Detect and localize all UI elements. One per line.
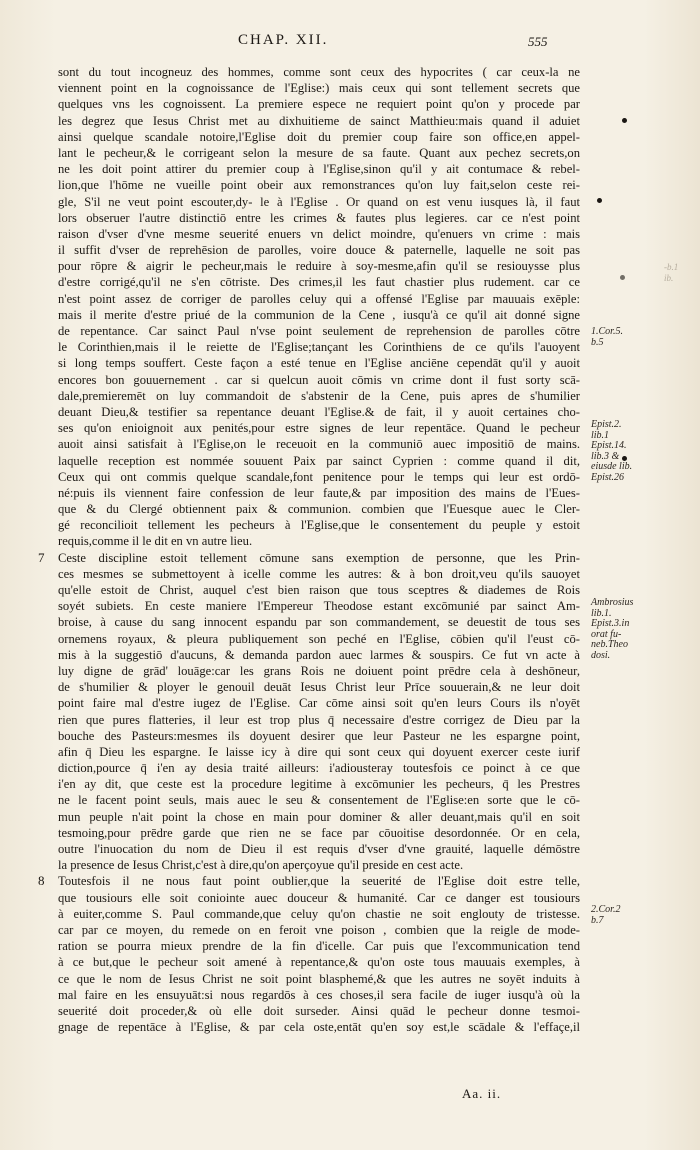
text-line: d'estre corrigé,qu'il ne s'en cōtriste. Des crimes,il les faut chastier plus rudement. car ce — [58, 275, 580, 290]
text-line: la presence de Iesus Christ,c'est à dire,qu'on aperçoyue qu'il preside en cest acte. — [58, 858, 464, 873]
margin-reference — [591, 598, 633, 661]
margin-reference-line: dosi. — [591, 649, 611, 661]
text-line: auoit ainsi satisfait à l'Eglise,on le receuoit en la communiō auec impositiō de mains. — [58, 437, 580, 452]
text-line: ne le facent point seuls, mais auec le seu & consentement de l'Eglise:en sorte que le cō- — [58, 793, 580, 808]
text-line: tesmoing,pour prēdre garde que rien ne se face par cōuoitise desordonnée. Or en cela, — [58, 825, 580, 840]
text-line: mis à la suggestiō d'aucuns, & demanda pardon auec larmes & souspirs. Ce fut vn acte à — [58, 647, 580, 662]
margin-dot-mark — [622, 118, 627, 123]
text-line: outre l'inuocation du nom de Dieu il est requis d'vser d'vne grauité, laquelle démōstre — [58, 842, 580, 856]
text-line: encores bon gouuernement . car si quelcun auoit cōmis vn crime dont il fust sorty scā- — [58, 372, 580, 387]
bleed-through-line: -b.1 — [664, 262, 679, 272]
margin-reference-line: neb.Theo — [591, 639, 628, 650]
signature-mark: Aa. ii. — [462, 1086, 502, 1101]
paragraph-number: 8 — [38, 873, 45, 888]
margin-reference-line: Ambrosius — [591, 597, 634, 608]
margin-reference-line: b.7 — [591, 914, 604, 926]
text-line: luy digne de grād' louāge:car les grans Rois ne doiuent point prēdre cela à deshōneur, — [58, 663, 580, 678]
text-line: à ce but,que le pecheur soit amené à repentance,& qu'on oste tous mauuais exemples, à — [58, 955, 580, 970]
margin-dot-mark — [620, 275, 625, 280]
margin-reference-line: Epist.2. — [591, 419, 622, 430]
text-line: né:puis ils viennent faire confession de leur faute,& par imposition des mains de l'Eues- — [58, 485, 580, 500]
margin-reference-line: Epist.26 — [591, 471, 625, 483]
text-line: n'est point assez de corriger de parolles celuy qui a offensé l'Eglise par mauuais exēple: — [58, 291, 580, 306]
margin-reference — [591, 327, 623, 348]
text-line: pour rōpre & aigrir le pecheur,mais le reduire à soy-mesme,afin qu'il se resiouysse plus — [58, 259, 580, 274]
text-line: diction,pource q̄ i'en ay desia traité ailleurs: i'adiousteray toutesfois ce poinct à ce que — [58, 761, 580, 776]
text-line: raison d'vser d'vne mesme seuerité enuers vn delict moindre, qu'enuers vn crime : mais — [58, 226, 580, 241]
bleed-through-text — [664, 262, 678, 284]
margin-reference-line: orat fu- — [591, 628, 622, 640]
text-line: gle, S'il ne veut point escouter,dy- le à l'Eglise . Or quand on est venu iusques là, il faut — [58, 194, 580, 209]
text-line: ce que le nom de Iesus Christ ne soit point blasphemé,& que les autres ne soyēt induits à — [58, 971, 580, 986]
text-line: i'en ay dit, que ceste est la procedure legitime à excōmunier les pecheurs, q̄ les Prestres — [58, 777, 580, 792]
margin-dot-mark — [622, 456, 627, 461]
text-line: à euiter,comme S. Paul commande,que celuy qu'on chastie ne soit englouty de tristesse. — [58, 906, 580, 921]
margin-reference-line: lib.1 — [591, 429, 610, 441]
text-line: viennent point en la cognoissance de l'Eglise:) mais ceux qui sont tellement secrets que — [58, 81, 580, 96]
text-line: seuerité doit proceder,& où elle doit surseder. Ainsi quād le pecheur donne tesmoi- — [58, 1003, 580, 1018]
text-line: ornemens royaux, & pleura publiquement son peché en l'Eglise, cōbien qu'il l'eust cō- — [58, 631, 580, 646]
text-line: gnage de repentāce à l'Eglise, & par cela oste,entāt qu'en soy est,le scādale & l'effaçe,il — [58, 1020, 580, 1035]
text-line: point faire mal d'estre iugez de l'Eglise. Car cōme ainsi soit qu'en leurs Cours ils n'oyēt — [58, 696, 580, 711]
text-line: lant le pecheur,& le corrigeant selon la mesure de sa faute. Quant aux pechez secrets,on — [58, 145, 580, 160]
text-line: rien que pures flatteries, il leur est trop plus q̄ necessaire d'estre corrigez de Dieu par la — [58, 712, 580, 727]
text-line: lion,que l'hōme ne vueille point obeir aux remonstrances qu'on luy fait,selon ceste rei- — [58, 178, 580, 193]
text-line: car par ce moyen, du remede on en feroit vne poison , combien que la reigle de mode- — [58, 922, 580, 937]
margin-reference-line: Epist.14. — [591, 440, 627, 451]
text-line: de s'humilier & ployer le genouil deuāt Iesus Christ leur Prīce souuerain,& ne leur doit — [58, 680, 580, 695]
margin-reference-line: Epist.3.in — [591, 618, 630, 629]
folio-number: 555 — [528, 34, 548, 49]
text-line: ne les doit point attirer du premier coup à l'Eglise,sinon qu'il y ait contumace & rebel- — [58, 162, 580, 177]
text-line: mais il merite d'estre priué de la communion de la Cene , iusqu'à ce qu'il ait donné signe — [58, 307, 580, 322]
text-line: afin q̄ Dieu les espargne. Ie laisse icy à dire qui sont ceux qui doyuent exercer ceste iurif — [58, 744, 580, 759]
margin-reference-line: lib.3 & — [591, 450, 620, 462]
text-line: ration se pourra mieux prendre de la fin d'icelle. Car puis que l'excommunication tend — [58, 939, 580, 954]
margin-reference-line: b.5 — [591, 336, 604, 348]
text-line: qu'elle estoit de Christ, auquel c'est bien raison que tous sceptres & diademes de Rois — [58, 583, 580, 597]
text-line: de repentance. Car sainct Paul n'vse point seulement de reprehension de parolles cōtre — [58, 324, 580, 338]
text-line: que & du Clergé obtiennent paix & communion. combien que l'Euesque auec le Cler- — [58, 502, 580, 517]
text-line: Toutesfois il ne nous faut point oublier,que la seuerité de l'Eglise doit estre telle, — [58, 874, 580, 889]
margin-reference — [591, 420, 632, 483]
margin-reference — [591, 905, 620, 926]
text-line: il suffit d'vser de reprehēsion de parolles, voire douce & paternelle, laquelle ne soit pas — [58, 243, 580, 258]
paragraph-number: 7 — [38, 550, 45, 565]
text-line: broise, à cause du sang innocent espandu par son commandement, se deuestit de tous ses — [58, 615, 580, 630]
margin-reference-line: lib.1. — [591, 607, 612, 619]
text-line: sont du tout incogneuz des hommes, comme sont ceux des hypocrites ( car ceux-la ne — [58, 65, 580, 79]
page-header — [0, 32, 700, 54]
text-line: requis,comme il le dit en vn autre lieu. — [58, 534, 253, 549]
text-line: dale,premieremēt on luy commandoit de s'abstenir de la Cene, puis apres de s'humilier — [58, 388, 580, 403]
text-line: gé reconcilioit tellement les pecheurs à l'Eglise,que le consentement du peuple y estoit — [58, 518, 580, 533]
text-line: si long temps souffert. Ceste façon a esté tenue en l'Eglise anciēne cependāt qu'il y auoit — [58, 356, 580, 371]
text-line: ces mesmes se submettoyent à icelle comme les autres: & à bon droit,veu qu'ils sauoyet — [58, 566, 580, 581]
running-head: CHAP. XII. — [238, 32, 329, 48]
text-line: lors obseruer l'autre distinctiō entre les crimes & fautes plus legieres. car ce n'est point — [58, 210, 580, 225]
text-line: que tousiours elle soit coniointe auec douceur & humanité. Car ce danger est tousiours — [58, 890, 580, 905]
text-line: le Corinthien,mais il le reiette de l'Eglise;tançant les Corinthiens de ce qu'ils l'auoyent — [58, 340, 580, 355]
text-line: les degrez que Iesus Christ met au dixhuitieme de sainct Matthieu:mais quand il aduiet — [58, 113, 580, 128]
bleed-through-line: ib. — [664, 273, 674, 283]
text-line: bouche des Pasteurs:mesmes ils doyuent desirer que leur Pasteur ne les espargne point, — [58, 728, 580, 743]
text-line: Ceux qui ont commis quelque scandale,font penitence pour le temps qui leur est ordō- — [58, 469, 580, 484]
margin-reference-line: 1.Cor.5. — [591, 326, 623, 337]
text-line: quelques vns les cognoissent. La premiere espece ne requiert point qu'on y procede par — [58, 97, 580, 112]
text-line: deuant Dieu,& testifier sa repentance deuant l'Eglise.& de fait, il y auoit certaines cho- — [58, 404, 580, 419]
text-line: ainsi quelque scandale notoire,l'Eglise doit du premier coup faire son office,en appel- — [58, 129, 580, 144]
body-text — [58, 64, 580, 1035]
text-line: soyét subiets. En ceste maniere l'Empereur Theodose estant excōmunié par sainct Am- — [58, 599, 580, 614]
margin-dot-mark — [597, 198, 602, 203]
margin-reference-line: 2.Cor.2 — [591, 904, 621, 915]
text-line: mal faire en les ensuyuāt:si nous regardōs à ces choses,il sera facile de iuger iusqu'à où la — [58, 987, 580, 1002]
margin-reference-line: eiusde lib. — [591, 461, 633, 472]
text-line: Ceste discipline estoit tellement cōmune sans exemption de personne, que les Prin- — [58, 550, 580, 565]
text-line: mun peuple n'ait point la chose en main pour dominer & aller deuant,mais qu'il en soit — [58, 809, 580, 824]
text-line: laquelle reception est nommée souuent Paix par sainct Cyprien : comme quand il dit, — [58, 453, 580, 468]
text-line: ses qu'on enioignoit aux penités,pour estre signes de leur repentāce. Quand le pecheur — [58, 421, 580, 436]
